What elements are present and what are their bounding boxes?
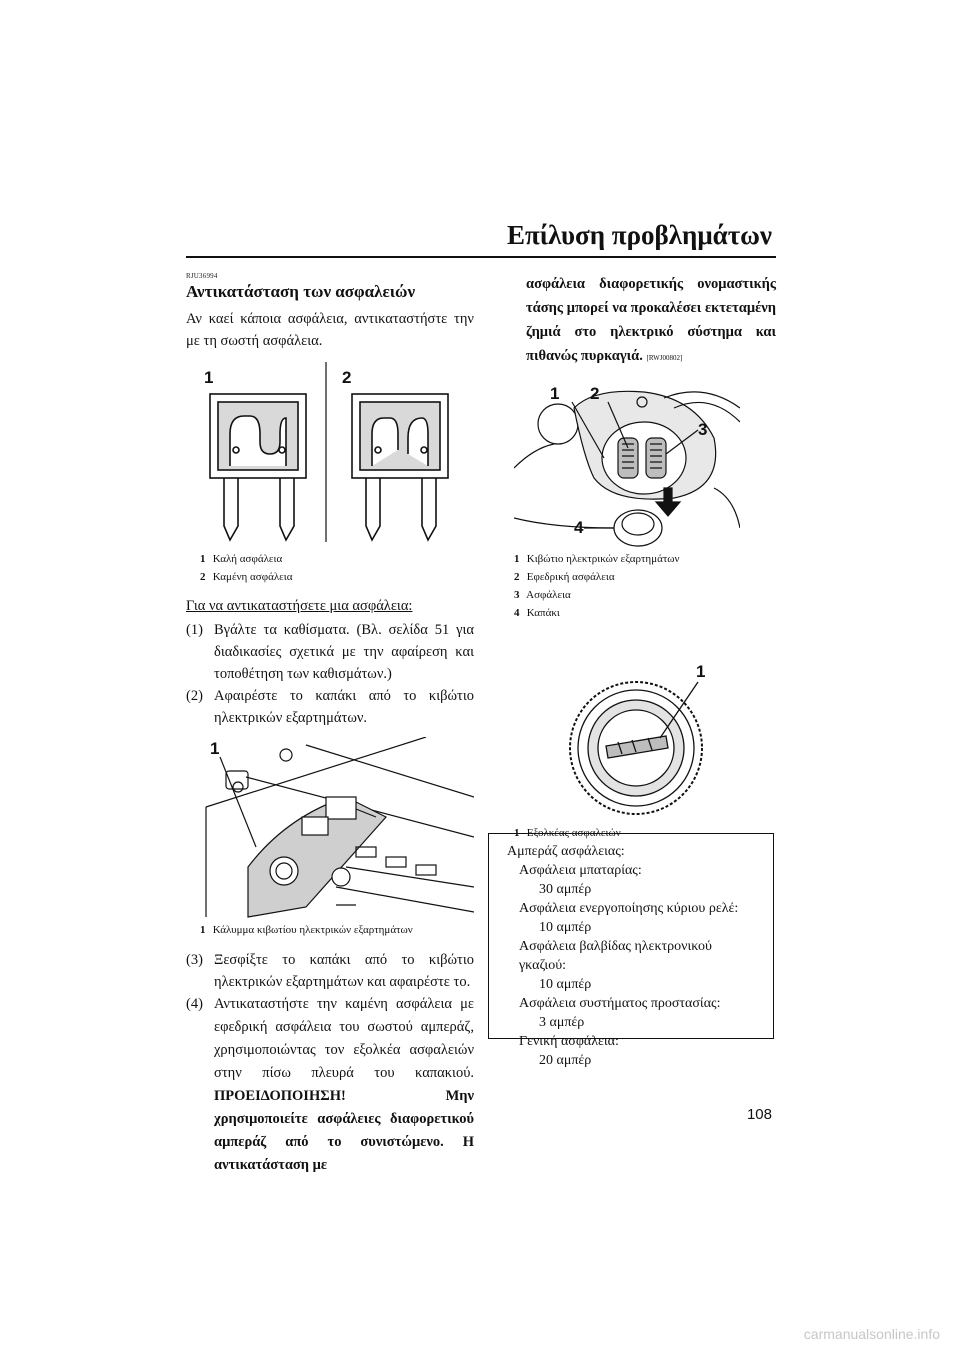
legend-item: 1 Κιβώτιο ηλεκτρικών εξαρτημάτων — [514, 553, 680, 565]
fuse-puller-illustration — [560, 662, 760, 822]
fuse-illustration — [186, 358, 474, 548]
spec-value: 30 αμπέρ — [539, 882, 592, 897]
fig3-legend — [514, 550, 776, 622]
spec-title: Αμπεράζ ασφάλειας: — [507, 844, 625, 859]
fuse-spec-box — [488, 833, 774, 1068]
fuse-puller-figure — [560, 662, 776, 822]
step-item: (2) Αφαιρέστε το καπάκι από το κιβώτιο ηλεκτρικών εξαρτημάτων. — [186, 688, 474, 726]
warning-continuation: ασφάλεια διαφορετικής ονομαστικής τάσης μπορεί να προκαλέσει εκτεταμένη ζημιά στο ηλεκτρικό σύστημα και πιθανώς πυρκαγιά. [RWJ00802] — [526, 276, 776, 364]
warning-code: [RWJ00802] — [646, 354, 683, 362]
spec-value: 10 αμπέρ — [539, 920, 592, 935]
spec-label: Ασφάλεια ενεργοποίησης κύριου ρελέ: — [519, 901, 739, 916]
spec-label: Ασφάλεια συστήματος προστασίας: — [519, 996, 721, 1011]
step-item: (4) Αντικαταστήστε την καμένη ασφάλεια με εφεδρική ασφάλεια του σωστού αμπεράζ, χρησιμοποιώντας τον εξολκέα ασφαλειών στην πίσω πλευρά του καπακιού. ΠΡΟΕΙΔΟΠΟΙΗΣΗ! Μην χρησιμοποιείτε ασφάλειες διαφορετικού αμπεράζ από το συνιστώμενο. Η αντικατάσταση με — [186, 996, 474, 1173]
watermark: carmanualsonline.info — [803, 1326, 940, 1342]
legend-item: 1 Καλή ασφάλεια — [200, 553, 283, 565]
fig1-legend — [200, 550, 474, 586]
spec-label: Ασφάλεια βαλβίδας ηλεκτρονικού γκαζιού: — [519, 939, 712, 973]
spec-value: 3 αμπέρ — [539, 1015, 585, 1030]
legend-item: 3 Ασφάλεια — [514, 589, 571, 601]
legend-item: 1 Εξολκέας ασφαλειών — [514, 827, 621, 839]
section-title: Αντικατάσταση των ασφαλειών — [186, 282, 416, 301]
procedure-subheading: Για να αντικαταστήσετε μια ασφάλεια: — [186, 598, 413, 614]
page-header-title: Επίλυση προβλημάτων — [506, 220, 772, 250]
fig3-callout-4: 4 — [574, 518, 584, 537]
page-number: 108 — [746, 1106, 772, 1123]
steps-list-b — [186, 949, 474, 1177]
electrical-box-figure — [514, 378, 776, 548]
legend-item: 1 Κάλυμμα κιβωτίου ηλεκτρικών εξαρτημάτων — [200, 924, 413, 936]
step-item: (3) Ξεσφίξτε το καπάκι από το κιβώτιο ηλεκτρικών εξαρτημάτων και αφαιρέστε το. — [186, 952, 474, 990]
box-cover-figure — [186, 737, 474, 919]
fuse-figure — [186, 358, 474, 548]
fig2-legend — [200, 921, 474, 939]
legend-item: 2 Καμένη ασφάλεια — [200, 571, 293, 583]
fig3-callout-3: 3 — [698, 420, 708, 439]
fig4-callout-1: 1 — [696, 662, 706, 681]
spec-value: 20 αμπέρ — [539, 1053, 592, 1068]
spec-value: 10 αμπέρ — [539, 977, 592, 992]
spec-label: Ασφάλεια μπαταρίας: — [519, 863, 642, 878]
legend-item: 4 Καπάκι — [514, 607, 560, 619]
fig2-callout-1: 1 — [210, 739, 220, 758]
electrical-box-illustration — [514, 378, 740, 548]
fig1-callout-2: 2 — [342, 368, 352, 387]
fig3-callout-1: 1 — [550, 384, 560, 403]
section-code: RJU36994 — [186, 272, 218, 280]
header-rule — [186, 256, 776, 258]
fig1-callout-1: 1 — [204, 368, 214, 387]
intro-paragraph: Αν καεί κάποια ασφάλεια, αντικαταστήστε την με τη σωστή ασφάλεια. — [186, 311, 474, 349]
fig3-callout-2: 2 — [590, 384, 600, 403]
spec-label: Γενική ασφάλεια: — [519, 1034, 619, 1049]
steps-list-a — [186, 619, 474, 729]
warning-text: ΠΡΟΕΙΔΟΠΟΙΗΣΗ! Μην χρησιμοποιείτε ασφάλειες διαφορετικού αμπεράζ από το συνιστώμενο. Η αντικατάσταση με — [214, 1088, 474, 1173]
legend-item: 2 Εφεδρική ασφάλεια — [514, 571, 615, 583]
box-cover-illustration — [186, 737, 474, 919]
left-column — [186, 272, 474, 1177]
step-item: (1) Βγάλτε τα καθίσματα. (Βλ. σελίδα 51 για διαδικασίες σχετικά με την αφαίρεση και τοποθέτηση των καθισμάτων.) — [186, 622, 474, 682]
right-column — [500, 272, 776, 842]
